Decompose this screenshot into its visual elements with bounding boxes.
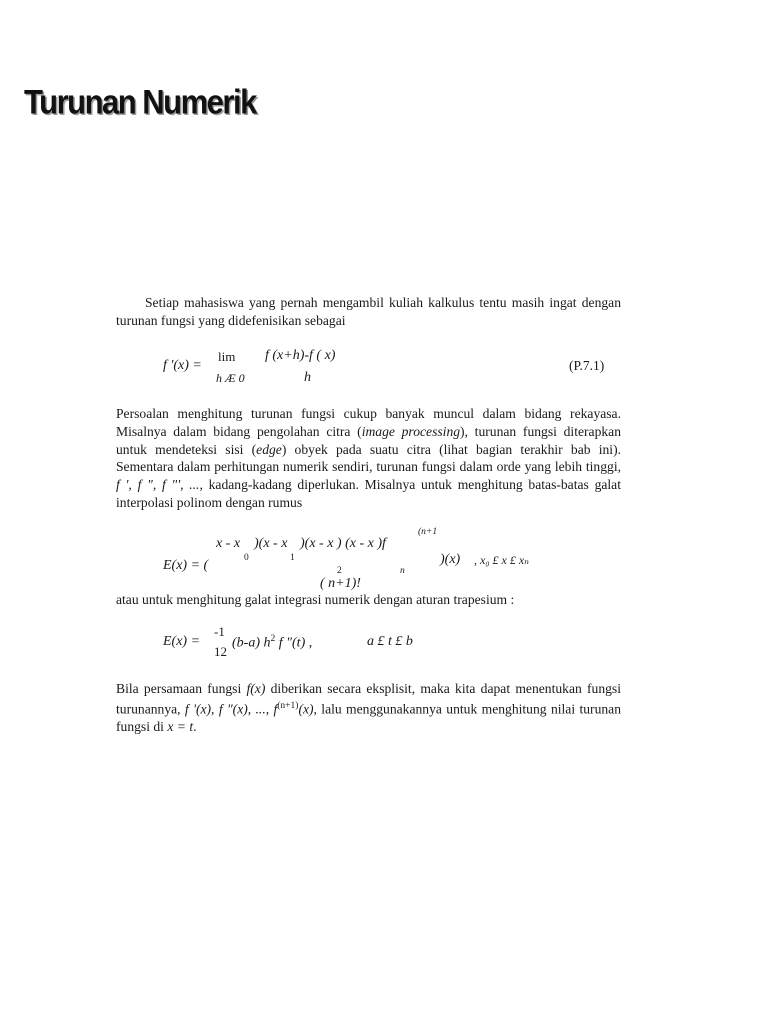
eq2-subn: n [400, 566, 405, 576]
eq3-numerator: -1 [214, 624, 225, 639]
eq1-numerator: f (x+h)-f ( x) [265, 348, 336, 363]
equation-label: (P.7.1) [569, 358, 605, 373]
paragraph-explicit-function: Bila persamaan fungsi f(x) diberikan secara eksplisit, maka kita dapat menentukan fungsi turunannya, f '(x), f "(x), ..., $f^{(n+1)}(x)$, lalu menggunakannya untuk menghitung nilai turunan fungsi di x = t. [116, 681, 622, 735]
eq1-lim-subscript: h Æ 0 [216, 371, 245, 385]
eq2-numerator: x - x [216, 536, 241, 551]
eq2-sub1: 1 [290, 553, 295, 563]
eq2-numerator-part3: )(x - x ) (x - x )f [300, 536, 386, 551]
eq1-denominator: h [304, 370, 311, 385]
eq3-body: (b-a) $h^2$ f "(t) , [232, 634, 313, 651]
eq1-lim: lim [218, 349, 236, 364]
eq3-lhs: E(x) = [163, 634, 201, 649]
eq2-sub0: 0 [244, 553, 249, 563]
eq3-denominator: 12 [214, 644, 227, 659]
eq2-sub2: 2 [337, 566, 342, 576]
eq2-denominator: ( n+1)! [320, 576, 361, 591]
eq2-lhs: E(x) = ( [163, 558, 209, 573]
page-title: Turunan Numerik [24, 82, 256, 122]
paragraph-trapezoid: atau untuk menghitung galat integrasi numerik dengan aturan trapesium : [116, 592, 515, 607]
eq2-numerator-part2: )(x - x [254, 536, 288, 551]
paragraph-intro [116, 294, 621, 330]
eq2-superscript: (n+1 [418, 527, 438, 537]
paragraph-intro-text: Setiap mahasiswa yang pernah mengambil kuliah kalkulus tentu masih ingat dengan turunan fungsi yang didefenisikan sebagai [116, 295, 621, 328]
paragraph-applications: Persoalan menghitung turunan fungsi cukup banyak muncul dalam bidang rekayasa. Misalnya dalam bidang pengolahan citra (image processing), turunan fungsi diterapkan untuk mendeteksi sisi (edge) obyek pada suatu citra (lihat bagian terakhir bab ini). Sementara dalam perhitungan numerik sendiri, turunan fungsi dalam orde yang lebih tinggi, f ', f ", f "', ..., kadang-kadang diperlukan. Misalnya untuk menghitung batas-batas galat interpolasi polinom dengan rumus [116, 406, 621, 510]
eq2-range: , x₀ £ x £ xₙ [474, 553, 530, 567]
eq1-lhs: f '(x) = [163, 358, 202, 373]
eq3-range: a £ t £ b [367, 634, 413, 649]
eq2-tail: )(x) [440, 552, 461, 567]
